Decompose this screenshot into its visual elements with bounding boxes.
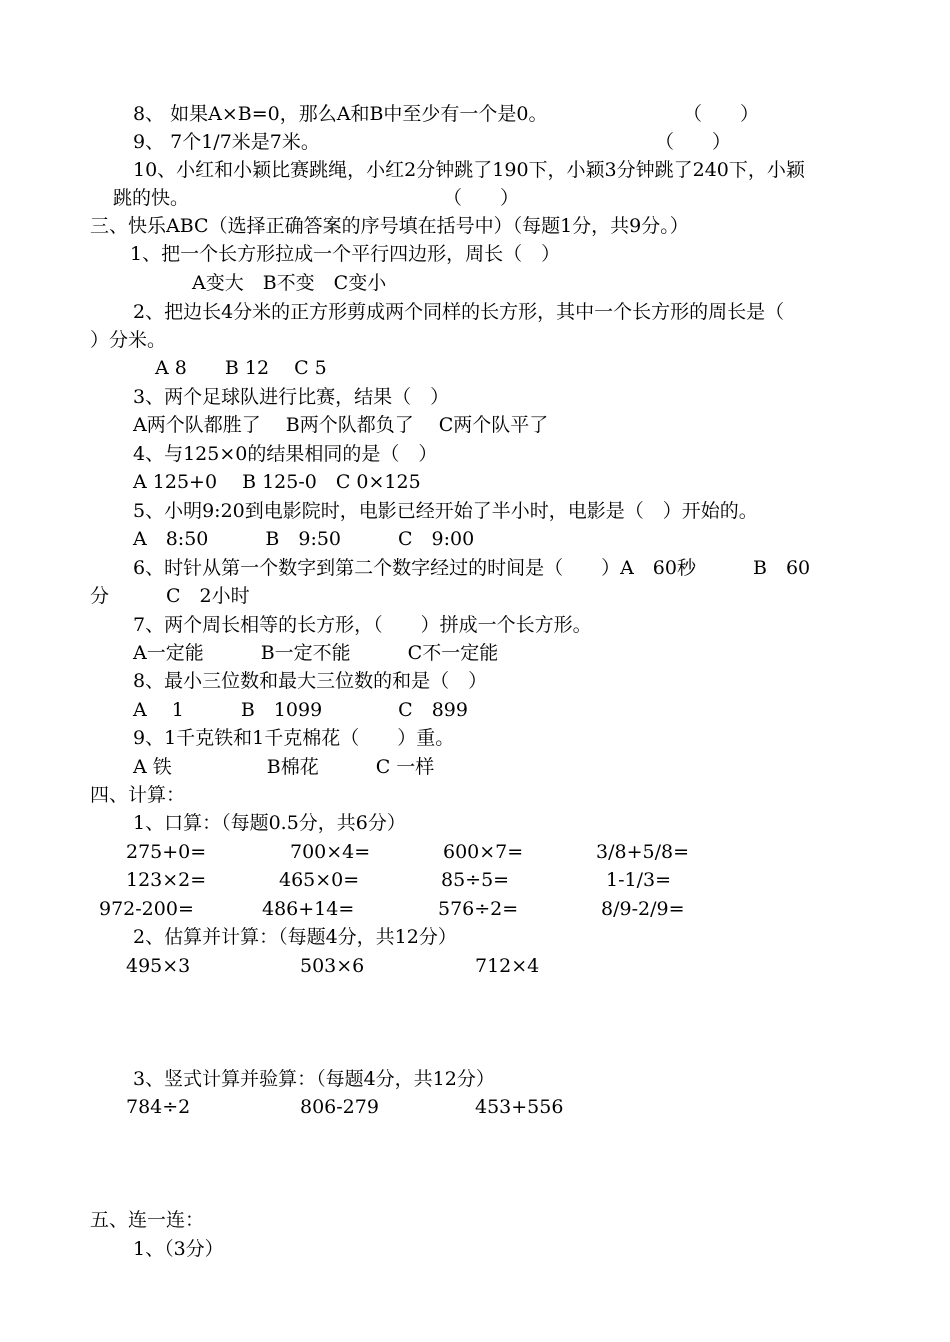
choice-q3: 3、两个足球队进行比赛，结果（ ）: [133, 386, 450, 408]
judge-q10: 10、小红和小颖比赛跳绳，小红2分钟跳了190下，小颖3分钟跳了240下，小颖: [133, 159, 805, 181]
choice-q8: 8、最小三位数和最大三位数的和是（ ）: [133, 670, 488, 692]
estimate-2: 503×6: [300, 955, 365, 977]
vertical-3: 453+556: [475, 1096, 564, 1118]
choice-q7: 7、两个周长相等的长方形，（ ）拼成一个长方形。: [133, 614, 592, 636]
oral-calc-8: 1-1/3=: [606, 869, 672, 891]
choice-q5-options: A 8:50 B 9:50 C 9:00: [133, 528, 475, 550]
choice-q6-cont: 分 C 2小时: [90, 585, 250, 607]
choice-q1-options: A变大 B不变 C变小: [192, 272, 387, 294]
oral-calc-12: 8/9-2/9=: [601, 898, 685, 920]
judge-q10-blank: （ ）: [443, 187, 520, 209]
oral-calc-7: 85÷5=: [441, 869, 510, 891]
judge-q8-blank: （ ）: [683, 103, 760, 125]
estimate-1: 495×3: [126, 955, 191, 977]
choice-q1: 1、把一个长方形拉成一个平行四边形，周长（ ）: [130, 243, 561, 265]
calc-part2-heading: 2、估算并计算：（每题4分，共12分）: [133, 926, 457, 948]
choice-q4-options: A 125+0 B 125-0 C 0×125: [133, 471, 421, 493]
oral-calc-1: 275+0=: [126, 841, 207, 863]
connect-q1: 1、（3分）: [133, 1238, 224, 1260]
choice-q2: 2、把边长4分米的正方形剪成两个同样的长方形，其中一个长方形的周长是（: [133, 301, 785, 323]
choice-q2-options: A 8 B 12 C 5: [155, 357, 327, 379]
oral-calc-10: 486+14=: [262, 898, 355, 920]
vertical-1: 784÷2: [126, 1096, 191, 1118]
choice-q2-cont: ）分米。: [90, 329, 167, 351]
oral-calc-5: 123×2=: [126, 869, 207, 891]
vertical-2: 806-279: [300, 1096, 379, 1118]
section-three-heading: 三、快乐ABC（选择正确答案的序号填在括号中）（每题1分，共9分。）: [90, 215, 689, 237]
section-four-heading: 四、计算：: [90, 784, 186, 806]
oral-calc-3: 600×7=: [443, 841, 524, 863]
choice-q3-options: A两个队都胜了 B两个队都负了 C两个队平了: [133, 414, 549, 436]
section-five-heading: 五、连一连：: [90, 1209, 205, 1231]
choice-q6: 6、时针从第一个数字到第二个数字经过的时间是（ ）A 60秒 B 60: [133, 557, 811, 579]
oral-calc-11: 576÷2=: [438, 898, 519, 920]
oral-calc-4: 3/8+5/8=: [596, 841, 689, 863]
calc-part1-heading: 1、口算：（每题0.5分，共6分）: [133, 812, 406, 834]
judge-q10-cont: 跳的快。: [113, 187, 190, 209]
calc-part3-heading: 3、竖式计算并验算：（每题4分，共12分）: [133, 1068, 495, 1090]
choice-q7-options: A一定能 B一定不能 C不一定能: [133, 642, 499, 664]
estimate-3: 712×4: [475, 955, 540, 977]
oral-calc-9: 972-200=: [99, 898, 194, 920]
choice-q8-options: A 1 B 1099 C 899: [133, 699, 468, 721]
oral-calc-2: 700×4=: [290, 841, 371, 863]
judge-q9: 9、 7个1/7米是7米。: [133, 131, 320, 153]
judge-q8: 8、 如果A×B=0，那么A和B中至少有一个是0。: [133, 103, 548, 125]
judge-q9-blank: （ ）: [655, 131, 732, 153]
choice-q5: 5、小明9:20到电影院时，电影已经开始了半小时，电影是（ ）开始的。: [133, 500, 758, 522]
oral-calc-6: 465×0=: [279, 869, 360, 891]
choice-q9: 9、1千克铁和1千克棉花（ ）重。: [133, 727, 455, 749]
choice-q4: 4、与125×0的结果相同的是（ ）: [133, 443, 438, 465]
choice-q9-options: A 铁 B棉花 C 一样: [133, 756, 435, 778]
